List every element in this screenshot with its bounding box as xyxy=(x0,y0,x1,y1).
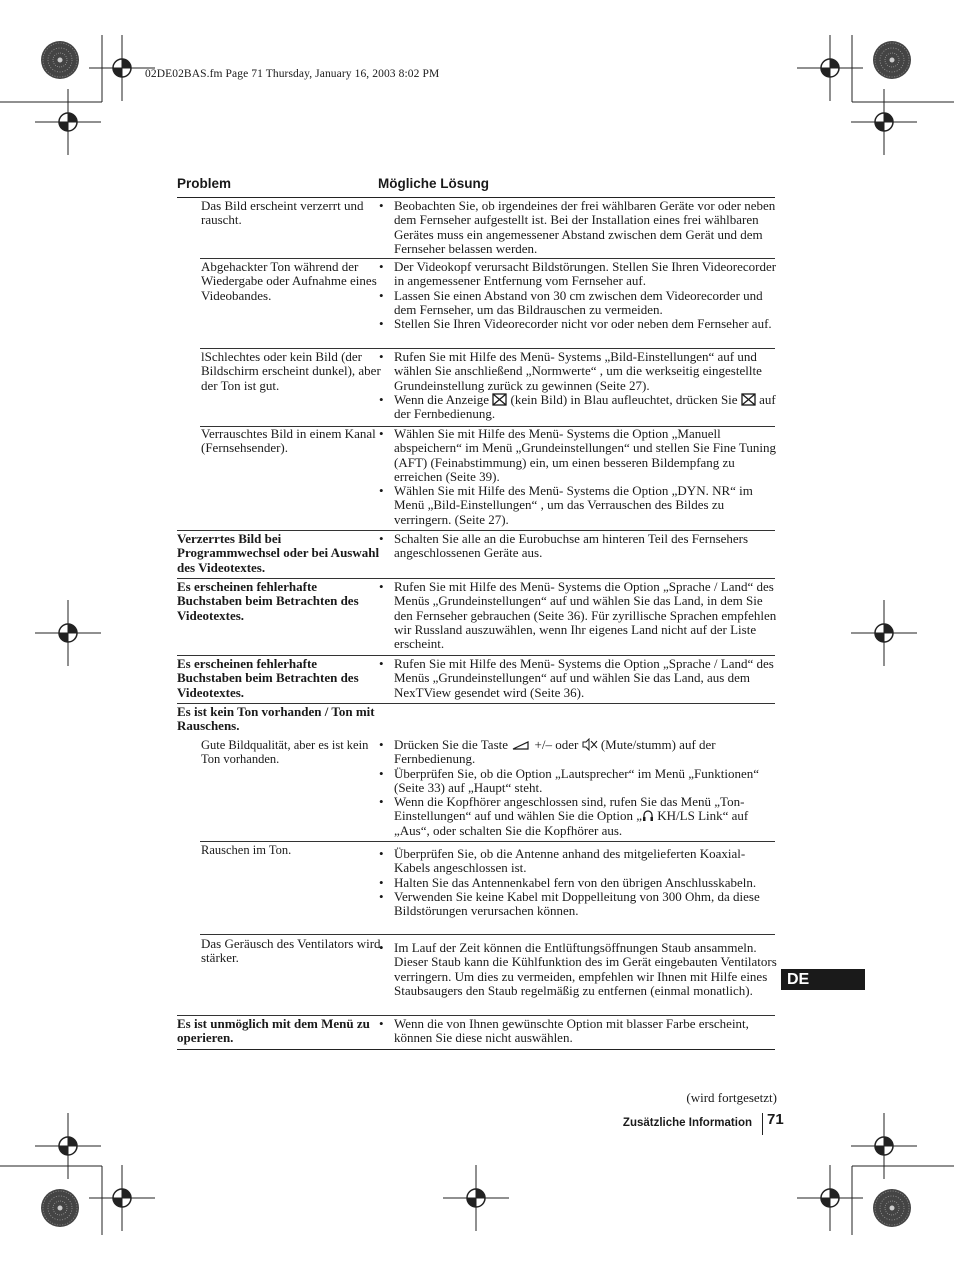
problem-cell: Verrauschtes Bild in einem Kanal (Fernsehsender). xyxy=(201,426,376,456)
problem-cell: Abgehackter Ton während der Wiedergabe oder Aufnahme eines Videobandes. xyxy=(201,259,377,303)
language-tab: DE xyxy=(781,969,865,990)
column-header-problem: Problem xyxy=(177,176,232,191)
crosshair-icon xyxy=(851,89,917,155)
list-item: • Drücken Sie die Taste +/– oder (Mute/stumm) auf der Fernbedienung. xyxy=(378,738,778,767)
no-picture-icon xyxy=(741,393,756,406)
crosshair-icon xyxy=(35,600,101,666)
volume-icon xyxy=(511,740,531,751)
crosshair-icon xyxy=(851,600,917,666)
page-number: 71 xyxy=(767,1111,784,1128)
problem-cell: Das Geräusch des Ventilators wird stärker. xyxy=(201,936,381,966)
star-target-icon xyxy=(873,41,911,79)
file-header: 02DE02BAS.fm Page 71 Thursday, January 16, 2003 8:02 PM xyxy=(145,68,440,80)
solution-cell xyxy=(378,580,778,651)
problem-cell: Rauschen im Ton. xyxy=(201,843,292,857)
list-item: • Überprüfen Sie, ob die Antenne anhand des mitgelieferten Koaxial- Kabels angeschlossen ist. xyxy=(378,847,778,876)
crosshair-icon xyxy=(35,89,101,155)
list-item: • Wählen Sie mit Hilfe des Menü- Systems die Option „DYN. NR“ im Menü „Bild-Einstellungen“ , um das Verrauschen des Bildes zu verringern. (Seite 27). xyxy=(378,484,778,527)
no-picture-icon xyxy=(492,393,507,406)
star-target-icon xyxy=(41,41,79,79)
list-item: • Wenn die Anzeige (kein Bild) in Blau aufleuchtet, drücken Sie auf der Fernbedienung. xyxy=(378,393,778,422)
table-rule xyxy=(200,841,775,842)
list-item: • Wenn die Kopfhörer angeschlossen sind, rufen Sie das Menü „Ton-Einstellungen“ auf und wählen Sie die Option „ KH/LS Link“ auf „Aus“, oder schalten Sie die Kopfhörer aus. xyxy=(378,795,778,838)
solution-cell xyxy=(378,350,778,421)
solution-cell xyxy=(378,847,778,918)
solution-cell xyxy=(378,941,778,998)
solution-cell xyxy=(378,199,778,256)
table-rule xyxy=(177,1049,775,1050)
headphones-icon xyxy=(642,809,654,822)
solution-cell xyxy=(378,738,778,838)
table-rule xyxy=(200,934,775,935)
list-item: • Verwenden Sie keine Kabel mit Doppelleitung von 300 Ohm, da diese Bildstörungen verursachen können. xyxy=(378,890,778,919)
crosshair-icon xyxy=(89,1165,155,1231)
list-item: • Rufen Sie mit Hilfe des Menü- Systems „Bild-Einstellungen“ auf und wählen Sie anschließend „Normwerte“ , um die werkseitig eingestellte Grundeinstellung zurück zu gewinnen (Seite 27). xyxy=(378,350,778,393)
list-item: • Lassen Sie einen Abstand von 30 cm zwischen dem Videorecorder und dem Fernseher, um das Bildrauschen zu vermeiden. xyxy=(378,289,778,318)
crosshair-icon xyxy=(797,35,863,101)
footer-section-title: Zusätzliche Information xyxy=(622,1117,752,1129)
problem-cell: Es erscheinen fehlerhafte Buchstaben beim Betrachten des Videotextes. xyxy=(177,656,359,700)
list-item: • Wenn die von Ihnen gewünschte Option mit blasser Farbe erscheint, können Sie diese nicht auswählen. xyxy=(378,1017,778,1046)
mute-icon xyxy=(582,738,598,751)
list-item: • Schalten Sie alle an die Eurobuchse am hinteren Teil des Fernsehers angeschlossenen Geräte aus. xyxy=(378,532,778,561)
list-item: • Überprüfen Sie, ob die Option „Lautsprecher“ im Menü „Funktionen“ (Seite 33) auf „Haupt“ steht. xyxy=(378,767,778,796)
crosshair-icon xyxy=(35,1113,101,1179)
list-item: • Im Lauf der Zeit können die Entlüftungsöffnungen Staub ansammeln. Dieser Staub kann die Kühlfunktion des im Gerät eingebauten Ventilators verringern. Um dies zu vermeiden, empfehlen wir Ihnen mit Hilfe eines Staubsaugers den Staub regelmäßig zu entfernen (einmal monatlich). xyxy=(378,941,778,998)
problem-cell: lSchlechtes oder kein Bild (der Bildschirm erscheint dunkel), aber der Ton ist gut. xyxy=(201,349,381,393)
problem-cell: Es ist unmöglich mit dem Menü zu operieren. xyxy=(177,1016,370,1046)
crosshair-icon xyxy=(851,1113,917,1179)
list-item: • Stellen Sie Ihren Videorecorder nicht vor oder neben dem Fernseher auf. xyxy=(378,317,778,331)
problem-cell: Das Bild erscheint verzerrt und rauscht. xyxy=(201,198,364,228)
list-item: • Halten Sie das Antennenkabel fern von den übrigen Anschlusskabeln. xyxy=(378,876,778,890)
footer-divider xyxy=(762,1113,763,1135)
problem-cell: Verzerrtes Bild bei Programmwechsel oder bei Auswahl des Videotextes. xyxy=(177,531,380,575)
solution-cell xyxy=(378,427,778,527)
problem-cell: Gute Bildqualität, aber es ist kein Ton vorhanden. xyxy=(201,738,369,767)
column-header-solution: Mögliche Lösung xyxy=(378,176,489,191)
list-item: • Rufen Sie mit Hilfe des Menü- Systems die Option „Sprache / Land“ des Menüs „Grundeinstellungen“ auf und wählen Sie das Land, aus dem NexTView gesendet wird (Seite 36). xyxy=(378,657,778,700)
problem-group-heading: Es ist kein Ton vorhanden / Ton mit Rauschens. xyxy=(177,704,375,734)
star-target-icon xyxy=(41,1189,79,1227)
list-item: • Wählen Sie mit Hilfe des Menü- Systems die Option „Manuell abspeichern“ im Menü „Grundeinstellungen“ und stellen Sie Fine Tuning (AFT) (Feinabstimmung) ein, um einen besseren Bildempfang zu erreichen (Seite 39). xyxy=(378,427,778,484)
continued-note: (wird fortgesetzt) xyxy=(686,1090,777,1105)
solution-cell xyxy=(378,532,778,561)
crosshair-icon xyxy=(797,1165,863,1231)
list-item: • Rufen Sie mit Hilfe des Menü- Systems die Option „Sprache / Land“ des Menüs „Grundeinstellungen“ auf und wählen Sie das Land, in dem Sie den Fernseher gebrauchen (Seite 36). Für zyrillische Sprachen empfehlen wir Russland auszuwählen, wenn Ihr eigenes Land nicht auf der Liste erscheint. xyxy=(378,580,778,651)
list-item: • Beobachten Sie, ob irgendeines der frei wählbaren Geräte vor oder neben dem Fernseher aufgestellt ist. Bei der Installation eines frei wählbaren Gerätes muss ein angemessener Abstand zwischen dem Gerät und dem Fernseher belassen werden. xyxy=(378,199,778,256)
problem-cell: Es erscheinen fehlerhafte Buchstaben beim Betrachten des Videotextes. xyxy=(177,579,359,623)
list-item: • Der Videokopf verursacht Bildstörungen. Stellen Sie Ihren Videorecorder in angemessener Entfernung vom Fernseher auf. xyxy=(378,260,778,289)
crosshair-icon xyxy=(443,1165,509,1231)
star-target-icon xyxy=(873,1189,911,1227)
solution-cell xyxy=(378,260,778,331)
solution-cell xyxy=(378,657,778,700)
solution-cell xyxy=(378,1017,778,1046)
